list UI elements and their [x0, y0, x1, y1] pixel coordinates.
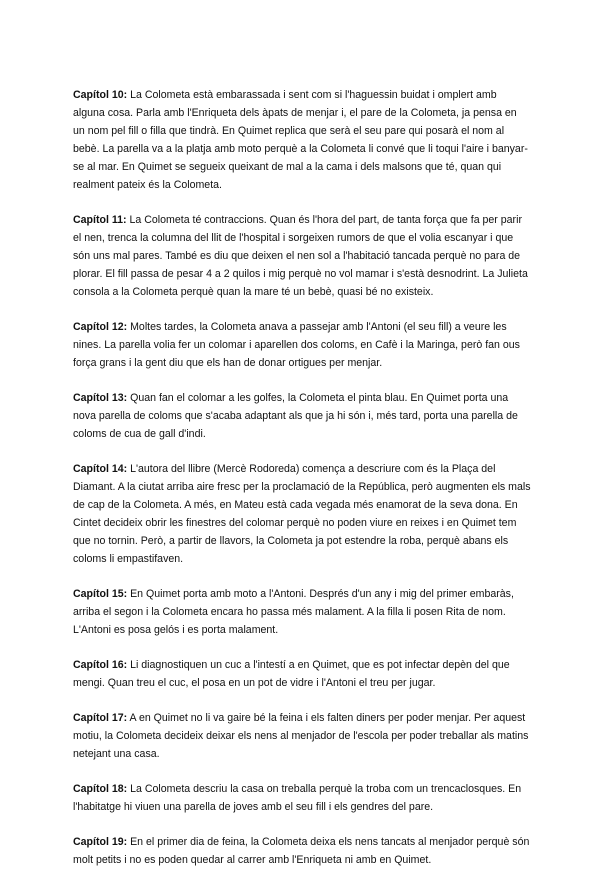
document-body	[73, 86, 531, 886]
chapter-13-label: Capítol 13:	[73, 392, 128, 404]
chapter-17-paragraph	[73, 709, 531, 763]
chapter-11-label: Capítol 11:	[73, 214, 127, 226]
chapter-16-paragraph	[73, 656, 531, 692]
chapter-11-paragraph	[73, 211, 531, 301]
chapter-13-text: Quan fan el colomar a les golfes, la Colometa el pinta blau. En Quimet porta una nova parella de coloms que s'acaba adaptant als que ja hi són i, més tard, porta una parella de coloms de cua de gall d'indi.	[73, 392, 518, 440]
chapter-14-paragraph	[73, 460, 531, 568]
chapter-10-label: Capítol 10:	[73, 89, 128, 101]
chapter-10-paragraph	[73, 86, 531, 194]
chapter-17-text: A en Quimet no li va gaire bé la feina i els falten diners per poder menjar. Per aquest motiu, la Colometa decideix deixar els nens al menjador de l'escola per poder treballar als matins netejant una casa.	[73, 712, 529, 760]
chapter-10-text: La Colometa està embarassada i sent com si l'haguessin buidat i omplert amb alguna cosa. Parla amb l'Enriqueta dels àpats de menjar i, el pare de la Colometa, ja pensa en un nom pel fill o filla que tindrà. En Quimet replica que serà el seu pare qui posarà el nom al bebè. La parella va a la platja amb moto perquè a la Colometa li convé que li toqui l'aire i banyar-se al mar. En Quimet se segueix queixant de mal a la cama i dels malsons que té, quan qui realment pateix és la Colometa.	[73, 89, 528, 191]
chapter-18-label: Capítol 18:	[73, 783, 128, 795]
chapter-11-text: La Colometa té contraccions. Quan és l'hora del part, de tanta força que fa per parir el nen, trenca la columna del llit de l'hospital i sorgeixen rumors de que el volia escanyar i que són uns mal pares. També es diu que deixen el nen sol a l'habitació tancada perquè no para de plorar. El fill passa de pesar 4 a 2 quilos i mig perquè no vol mamar i s'està desnodrint. La Julieta consola a la Colometa perquè quan la mare té un bebè, quasi bé no existeix.	[73, 214, 528, 298]
chapter-13-paragraph	[73, 389, 531, 443]
chapter-15-text: En Quimet porta amb moto a l'Antoni. Després d'un any i mig del primer embaràs, arriba el segon i la Colometa encara ho passa més malament. A la filla li posen Rita de nom. L'Antoni es posa gelós i es porta malament.	[73, 588, 514, 636]
chapter-19-label: Capítol 19:	[73, 836, 128, 848]
chapter-19-paragraph	[73, 833, 531, 869]
chapter-12-label: Capítol 12:	[73, 321, 128, 333]
chapter-14-text: L'autora del llibre (Mercè Rodoreda) comença a descriure com és la Plaça del Diamant. A la ciutat arriba aire fresc per la proclamació de la República, però augmenten els mals de cap de la Colometa. A més, en Mateu està cada vegada més enamorat de la seva dona. En Cintet decideix obrir les finestres del colomar perquè no poden viure en reixes i en Quimet tem que no tornin. Però, a partir de llavors, la Colometa ja pot estendre la roba, perquè abans els coloms li empastifaven.	[73, 463, 531, 565]
chapter-19-text: En el primer dia de feina, la Colometa deixa els nens tancats al menjador perquè són molt petits i no es poden quedar al carrer amb l'Enriqueta ni amb en Quimet.	[73, 836, 530, 866]
chapter-12-text: Moltes tardes, la Colometa anava a passejar amb l'Antoni (el seu fill) a veure les nines. La parella volia fer un colomar i aparellen dos coloms, en Cafè i la Maringa, però fan ous força grans i la gent diu que els han de donar ortigues per menjar.	[73, 321, 520, 369]
chapter-15-label: Capítol 15:	[73, 588, 128, 600]
chapter-18-paragraph	[73, 780, 531, 816]
chapter-16-text: Li diagnostiquen un cuc a l'intestí a en Quimet, que es pot infectar depèn del que mengi. Quan treu el cuc, el posa en un pot de vidre i l'Antoni el treu per jugar.	[73, 659, 510, 689]
chapter-12-paragraph	[73, 318, 531, 372]
chapter-14-label: Capítol 14:	[73, 463, 128, 475]
chapter-18-text: La Colometa descriu la casa on treballa perquè la troba com un trencaclosques. En l'habitatge hi viuen una parella de joves amb el seu fill i els gendres del pare.	[73, 783, 522, 813]
chapter-17-label: Capítol 17:	[73, 712, 128, 724]
chapter-15-paragraph	[73, 585, 531, 639]
chapter-16-label: Capítol 16:	[73, 659, 128, 671]
